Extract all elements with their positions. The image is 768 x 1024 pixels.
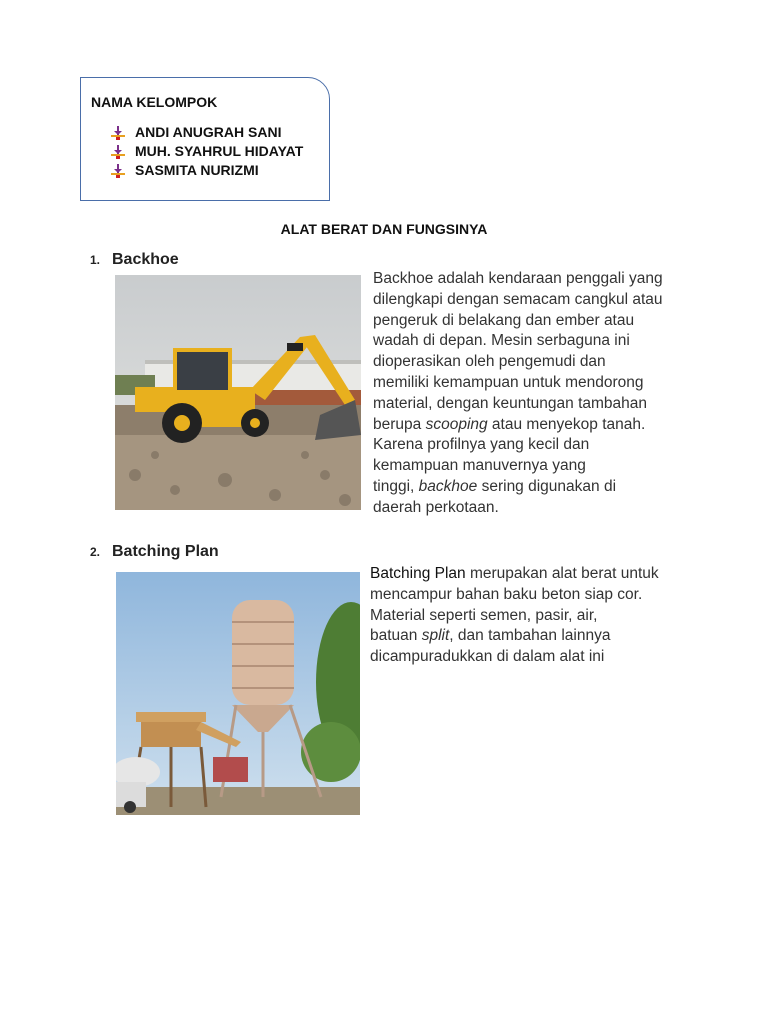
text-line: kemampuan manuvernya yang — [373, 457, 586, 475]
list-item — [111, 161, 303, 180]
text-line: tinggi, backhoe sering digunakan di — [373, 477, 617, 495]
arrow-cross-bullet-icon — [111, 126, 125, 140]
text-line: wadah di depan. Mesin serbaguna ini — [373, 332, 630, 350]
member-name: SASMITA NURIZMI — [135, 162, 259, 178]
list-item — [111, 123, 303, 142]
backhoe-photo — [115, 275, 361, 510]
batching-plan-description — [370, 564, 659, 668]
member-name: ANDI ANUGRAH SANI — [135, 124, 282, 140]
text-line: pengeruk di belakang dan ember atau — [373, 311, 635, 329]
text-line: Material seperti semen, pasir, air, — [370, 606, 598, 624]
text-line: Backhoe adalah kendaraan penggali yang — [373, 270, 663, 287]
text-line: dicampuradukkan di dalam alat ini — [370, 648, 605, 666]
group-title: NAMA KELOMPOK — [91, 94, 218, 110]
text-line: dioperasikan oleh pengemudi dan — [373, 353, 606, 371]
group-box — [80, 77, 330, 201]
text-line: mencampur bahan baku beton siap cor. — [370, 585, 643, 603]
text-line: Karena profilnya yang kecil dan — [373, 436, 590, 454]
list-item — [111, 142, 303, 161]
member-name: MUH. SYAHRUL HIDAYAT — [135, 143, 304, 159]
section-title: Batching Plan — [112, 543, 219, 560]
section-number: 1. — [90, 253, 101, 267]
section-heading-batching-plan — [90, 543, 219, 561]
arrow-cross-bullet-icon — [111, 145, 125, 159]
text-line: dilengkapi dengan semacam cangkul atau — [373, 290, 663, 308]
section-title: Backhoe — [112, 251, 179, 268]
text-line: berupa scooping atau menyekop tanah. — [373, 415, 646, 433]
text-line: material, dengan keuntungan tambahan — [373, 394, 648, 412]
section-number: 2. — [90, 545, 101, 559]
page-title: ALAT BERAT DAN FUNGSINYA — [280, 221, 488, 237]
backhoe-description — [373, 269, 663, 519]
arrow-cross-bullet-icon — [111, 164, 125, 178]
text-line: Batching Plan merupakan alat berat untuk — [370, 565, 659, 582]
text-line: daerah perkotaan. — [373, 498, 499, 516]
text-line: batuan split, dan tambahan lainnya — [370, 627, 611, 645]
text-line: memiliki kemampuan untuk mendorong — [373, 373, 644, 391]
section-heading-backhoe — [90, 251, 179, 269]
member-list — [111, 123, 303, 180]
batching-plant-photo — [116, 572, 360, 815]
